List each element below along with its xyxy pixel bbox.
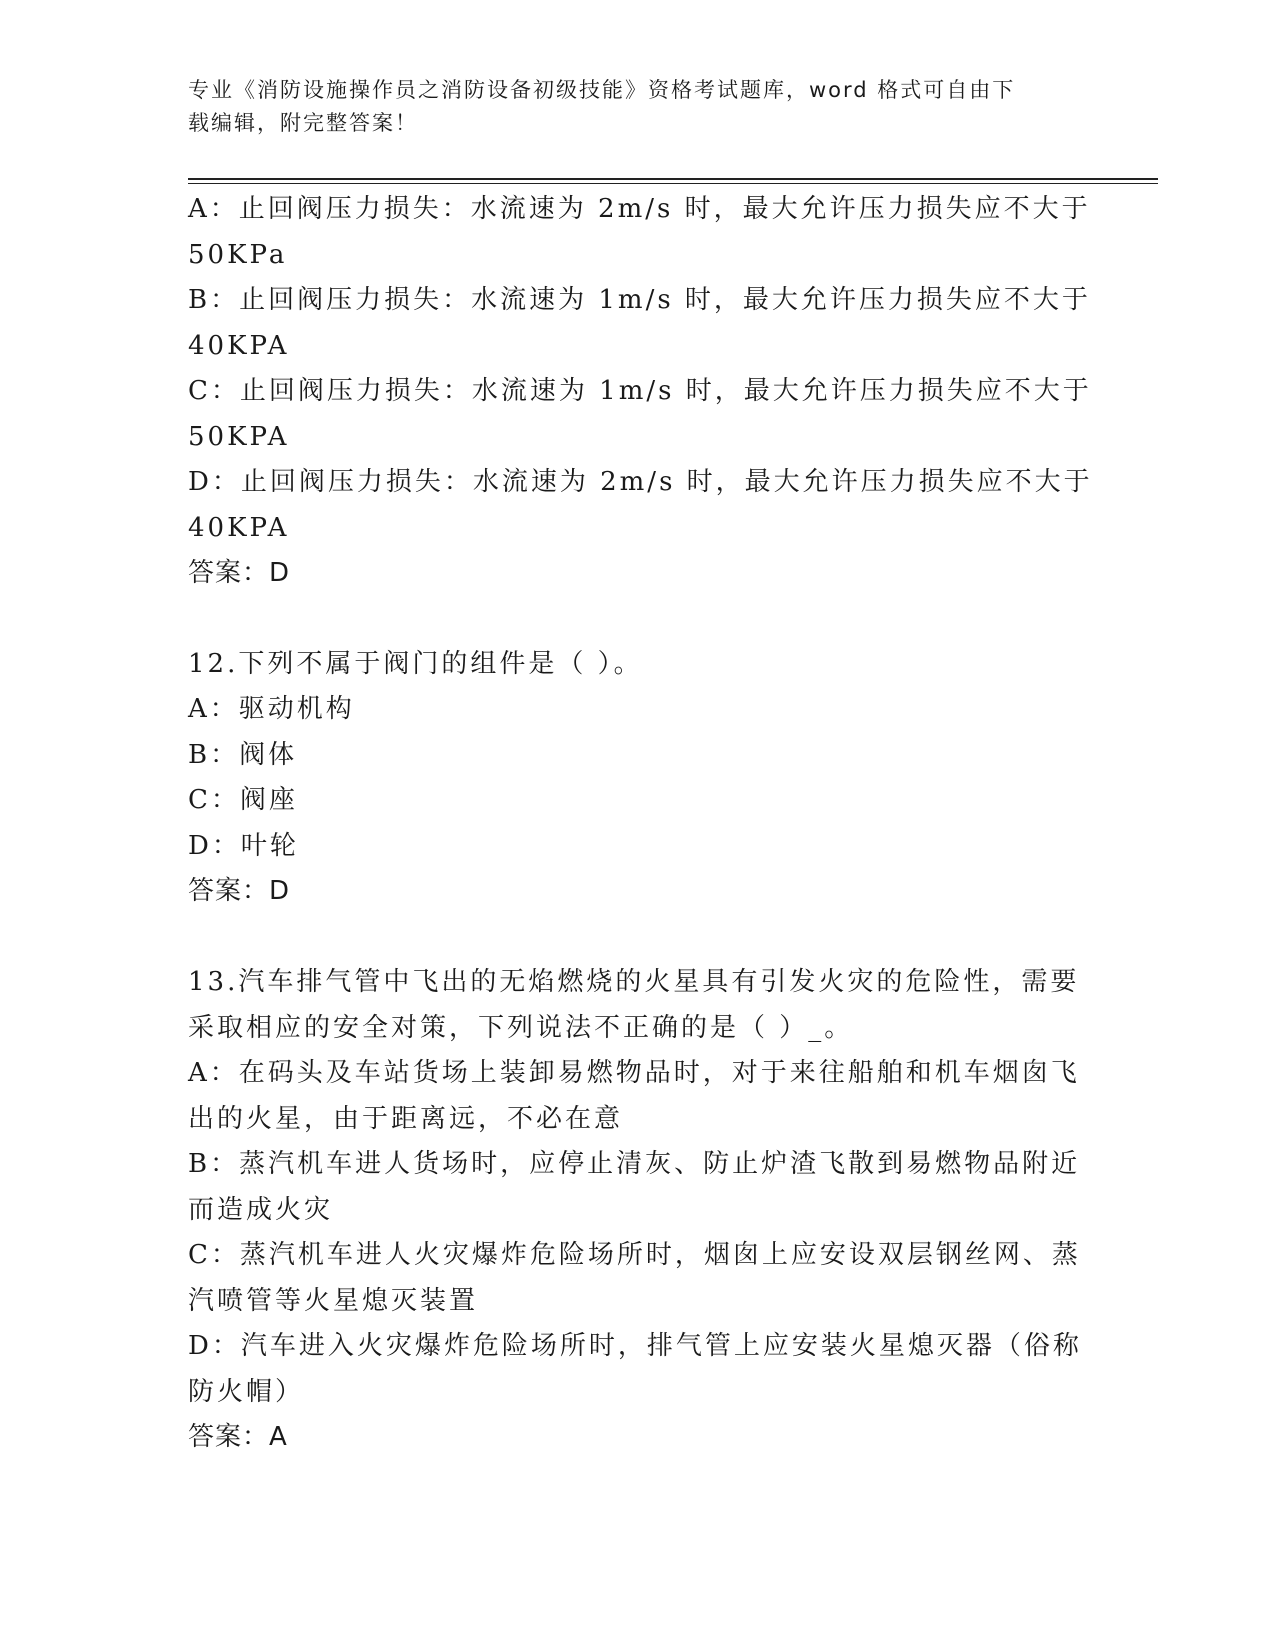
q12-question: 12.下列不属于阀门的组件是（ ）。 [188, 649, 643, 679]
header-line-2: 载编辑，附完整答案！ [188, 111, 418, 135]
header-rule-thin [188, 183, 1158, 184]
q13-option-a-line1: A：在码头及车站货场上装卸易燃物品时，对于来往船舶和机车烟囱飞 [188, 1058, 1080, 1088]
q13-option-d-line2: 防火帽） [188, 1377, 305, 1407]
q13-option-b-line1: B：蒸汽机车进人货场时，应停止清灰、防止炉渣飞散到易燃物品附近 [188, 1149, 1081, 1179]
q11-option-a-line1: A：止回阀压力损失：水流速为 2m/s 时，最大允许压力损失应不大于 [188, 194, 1091, 224]
q13-answer: 答案：A [188, 1422, 288, 1452]
q13-option-c-line1: C：蒸汽机车进人火灾爆炸危险场所时，烟囱上应安设双层钢丝网、蒸 [188, 1240, 1081, 1270]
q12-option-b: B：阀体 [188, 740, 298, 770]
q13-question-line2: 采取相应的安全对策，下列说法不正确的是（ ）_。 [188, 1013, 854, 1043]
q12-option-d: D：叶轮 [188, 831, 299, 861]
document-header [188, 74, 1078, 140]
header-line-1: 专业《消防设施操作员之消防设备初级技能》资格考试题库，word 格式可自由下 [188, 78, 1016, 102]
q13-option-d-line1: D：汽车进入火灾爆炸危险场所时，排气管上应安装火星熄灭器（俗称 [188, 1331, 1082, 1361]
q11-option-a-line2: 50KPa [188, 240, 288, 270]
header-rule-thick [188, 178, 1158, 180]
q13-option-b-line2: 而造成火灾 [188, 1195, 334, 1225]
q11-option-d-line1: D：止回阀压力损失：水流速为 2m/s 时，最大允许压力损失应不大于 [188, 467, 1093, 497]
q13-option-c-line2: 汽喷管等火星熄灭装置 [188, 1286, 479, 1316]
q12-answer: 答案：D [188, 876, 291, 906]
q12-option-c: C：阀座 [188, 785, 298, 815]
q12-option-a: A：驱动机构 [188, 694, 355, 724]
q11-option-d-line2: 40KPA [188, 513, 290, 543]
q11-option-b-line1: B：止回阀压力损失：水流速为 1m/s 时，最大允许压力损失应不大于 [188, 285, 1091, 315]
q13-option-a-line2: 出的火星，由于距离远，不必在意 [188, 1104, 624, 1134]
q13-question-line1: 13.汽车排气管中飞出的无焰燃烧的火星具有引发火灾的危险性，需要 [188, 967, 1080, 997]
q11-answer: 答案：D [188, 558, 291, 588]
q11-option-c-line1: C：止回阀压力损失：水流速为 1m/s 时，最大允许压力损失应不大于 [188, 376, 1092, 406]
q11-option-b-line2: 40KPA [188, 331, 290, 361]
q11-option-c-line2: 50KPA [188, 422, 290, 452]
